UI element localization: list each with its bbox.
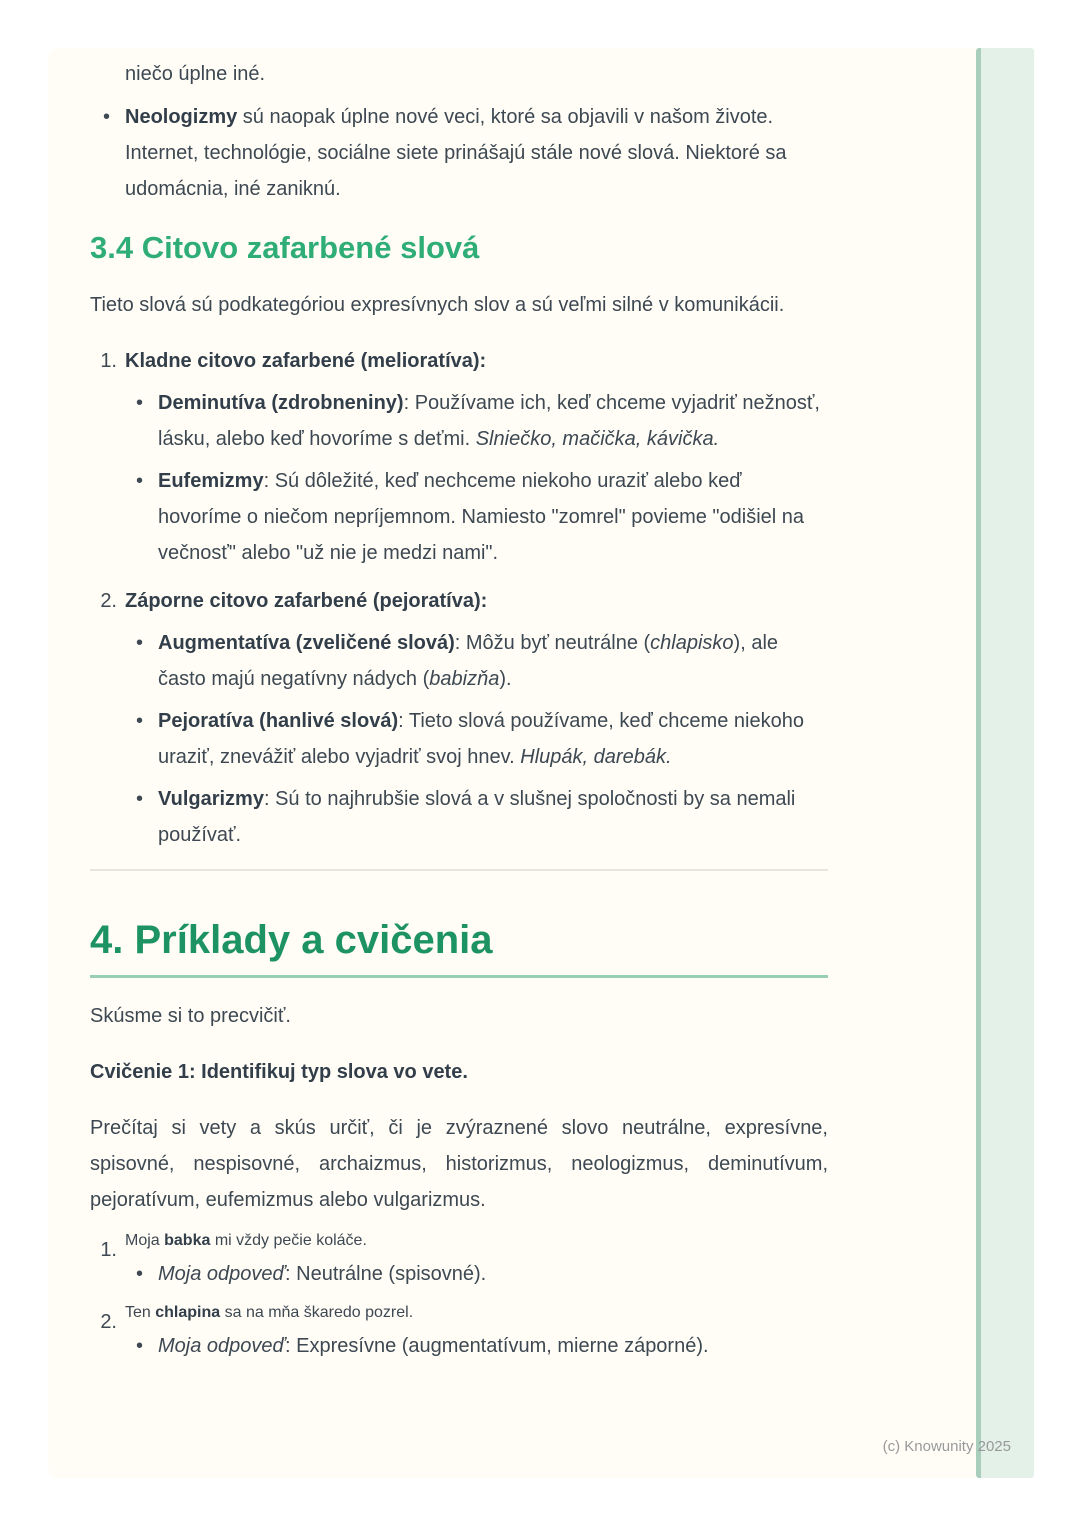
augmentatives-text: : Môžu byť neutrálne ( — [454, 632, 651, 654]
vulgarisms-item — [125, 781, 828, 853]
exercise-sentences-list — [90, 1232, 828, 1364]
exercise-sentence-2 — [90, 1304, 828, 1364]
answer-sublist — [125, 1328, 828, 1364]
term-vulgarizmy: Vulgarizmy — [158, 788, 264, 810]
bullet-icon — [103, 99, 110, 135]
deminutives-item — [125, 385, 828, 457]
answer-sublist — [125, 1256, 828, 1292]
list-number: 2. — [100, 1311, 117, 1333]
bullet-icon — [136, 703, 143, 739]
pejoratives-examples: Hlupák, darebák. — [520, 746, 672, 768]
content-column — [90, 48, 828, 1364]
list-number: 2. — [100, 590, 117, 612]
sidebar-stripe — [976, 48, 1034, 1478]
highlighted-word-chlapina: chlapina — [155, 1304, 221, 1321]
continuation-text: niečo úplne iné. — [125, 63, 266, 85]
sentence-1-text-2: mi vždy pečie koláče. — [210, 1232, 367, 1249]
pejoratives-item — [125, 703, 828, 775]
term-neologizmy: Neologizmy — [125, 106, 238, 128]
exercise-answer-2 — [125, 1328, 828, 1364]
bullet-icon — [136, 463, 143, 499]
bullet-icon — [136, 1256, 143, 1292]
pejoratives-group-item — [90, 583, 828, 853]
augmentatives-example-2: babizňa — [429, 668, 500, 690]
exercise-sentence-1 — [90, 1232, 828, 1292]
sentence-2-text-2: sa na mňa škaredo pozrel. — [220, 1304, 414, 1321]
deminutives-text: : Používame ich, keď chceme vyjadriť nežnosť, lásku, alebo keď hovoríme s deťmi. — [158, 392, 820, 450]
augmentatives-item — [125, 625, 828, 697]
pejoratives-text: : Tieto slová používame, keď chceme niekoho uraziť, znevážiť alebo vyjadriť svoj hnev. — [158, 710, 804, 768]
neologisms-list — [90, 99, 828, 207]
sentence-2-text: Ten — [125, 1304, 156, 1321]
bullet-icon — [136, 625, 143, 661]
melioratives-title: Kladne citovo zafarbené (melioratíva): — [125, 350, 487, 372]
bullet-icon — [136, 781, 143, 817]
answer-label: Moja odpoveď — [158, 1335, 286, 1357]
section-3-4-heading: 3.4 Citovo zafarbené slová — [90, 230, 480, 265]
answer-2-text: : Expresívne (augmentatívum, mierne záporné). — [285, 1335, 709, 1357]
answer-1-text: : Neutrálne (spisovné). — [285, 1263, 487, 1285]
exercise-1-title: Cvičenie 1: Identifikuj typ slova vo vete. — [90, 1061, 468, 1083]
examples-lead: Skúsme si to precvičiť. — [90, 1005, 291, 1027]
sentence-1-text: Moja — [125, 1232, 165, 1249]
term-augmentativa: Augmentatíva (zveličené slová) — [158, 632, 455, 654]
list-number: 1. — [100, 350, 117, 372]
deminutives-examples: Slniečko, mačička, kávička. — [475, 428, 720, 450]
bullet-icon — [136, 1328, 143, 1364]
augmentatives-text-2: ), ale často majú negatívny nádych ( — [158, 632, 779, 690]
neologisms-item — [90, 99, 828, 207]
section-divider — [90, 869, 828, 871]
augmentatives-example-1: chlapisko — [650, 632, 734, 654]
term-eufemizmy: Eufemizmy — [158, 470, 264, 492]
copyright-footer: (c) Knowunity 2025 — [882, 1438, 1011, 1455]
euphemisms-text: : Sú dôležité, keď nechceme niekoho uraziť alebo keď hovoríme o niečom nepríjemnom. Namiesto "zomrel" povieme "odišiel na večnosť" alebo "už nie je medzi nami". — [158, 470, 805, 564]
emotive-words-list — [90, 343, 828, 853]
augmentatives-text-3: ). — [499, 668, 512, 690]
term-pejorativa: Pejoratíva (hanlivé slová) — [158, 710, 399, 732]
list-number: 1. — [100, 1239, 117, 1261]
answer-label: Moja odpoveď — [158, 1263, 286, 1285]
vulgarisms-text: : Sú to najhrubšie slová a v slušnej spoločnosti by sa nemali používať. — [158, 788, 796, 846]
melioratives-sublist — [125, 385, 828, 571]
euphemisms-item — [125, 463, 828, 571]
exercise-answer-1 — [125, 1256, 828, 1292]
highlighted-word-babka: babka — [164, 1232, 211, 1249]
bullet-icon — [136, 385, 143, 421]
term-deminutiva: Deminutíva (zdrobneniny) — [158, 392, 404, 414]
examples-heading: 4. Príklady a cvičenia — [90, 915, 828, 978]
section-3-4-intro: Tieto slová sú podkategóriou expresívnych slov a sú veľmi silné v komunikácii. — [90, 294, 785, 316]
exercise-1-instructions: Prečítaj si vety a skús určiť, či je zvýraznené slovo neutrálne, expresívne, spisovné, nespisovné, archaizmus, historizmus, neologizmus, deminutívum, pejoratívum, eufemizmus alebo vulgarizmus. — [90, 1117, 828, 1211]
neologisms-text: sú naopak úplne nové veci, ktoré sa objavili v našom živote. Internet, technológie, sociálne siete prinášajú stále nové slová. Niektoré sa udomácnia, iné zaniknú. — [125, 106, 787, 200]
document-card — [48, 48, 976, 1478]
melioratives-item — [90, 343, 828, 571]
pejoratives-group-title: Záporne citovo zafarbené (pejoratíva): — [125, 590, 488, 612]
pejoratives-sublist — [125, 625, 828, 853]
